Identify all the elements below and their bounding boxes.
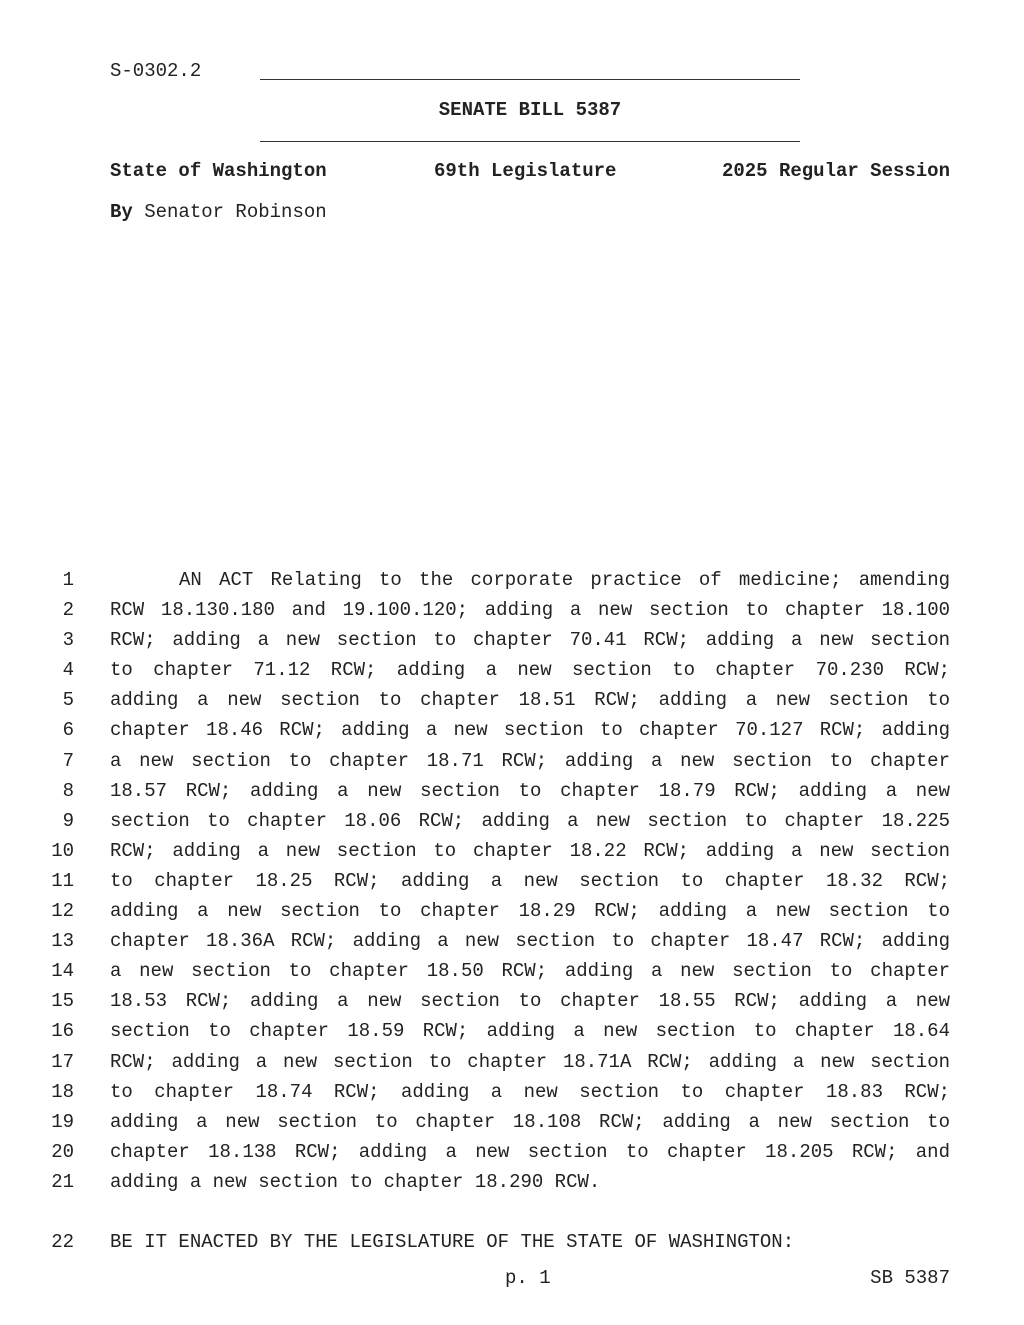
line-number: 22 xyxy=(51,1231,74,1253)
line-text: RCW; adding a new section to chapter 18.22 RCW; adding a new section xyxy=(110,839,950,862)
text-line xyxy=(0,1080,1024,1110)
line-number: 15 xyxy=(51,990,74,1013)
line-text: 18.53 RCW; adding a new section to chapter 18.55 RCW; adding a new xyxy=(110,990,950,1013)
bill-body xyxy=(0,568,1024,1200)
text-line xyxy=(0,959,1024,989)
line-number: 13 xyxy=(51,930,74,953)
line-number: 10 xyxy=(51,839,74,862)
line-text: a new section to chapter 18.71 RCW; adding a new section to chapter xyxy=(110,749,950,772)
text-line xyxy=(0,628,1024,658)
line-number: 4 xyxy=(62,659,74,682)
line-number: 17 xyxy=(51,1050,74,1073)
text-line xyxy=(0,1050,1024,1080)
line-number: 14 xyxy=(51,960,74,983)
line-number: 7 xyxy=(62,749,74,772)
line-number: 6 xyxy=(62,719,74,742)
legislature: 69th Legislature xyxy=(434,160,617,182)
text-line xyxy=(0,899,1024,929)
line-text: adding a new section to chapter 18.29 RCW; adding a new section to xyxy=(110,900,950,923)
line-number: 1 xyxy=(62,569,74,591)
session: 2025 Regular Session xyxy=(721,160,950,182)
state-name: State of Washington xyxy=(110,160,327,182)
line-number: 16 xyxy=(51,1020,74,1043)
text-line xyxy=(0,718,1024,748)
line-text: section to chapter 18.59 RCW; adding a new section to chapter 18.64 xyxy=(110,1020,950,1043)
document-id: S-0302.2 xyxy=(110,60,202,82)
footer-bill-id: SB 5387 xyxy=(870,1267,950,1289)
line-text: 18.57 RCW; adding a new section to chapter 18.79 RCW; adding a new xyxy=(110,779,950,802)
line-number: 5 xyxy=(62,689,74,712)
text-line xyxy=(0,1170,1024,1200)
bill-title: SENATE BILL 5387 xyxy=(438,99,622,121)
text-line xyxy=(0,658,1024,688)
line-text: adding a new section to chapter 18.51 RCW; adding a new section to xyxy=(110,689,950,712)
text-line xyxy=(0,839,1024,869)
line-text: adding a new section to chapter 18.290 RCW. xyxy=(110,1170,601,1193)
line-text: chapter 18.138 RCW; adding a new section to chapter 18.205 RCW; and xyxy=(110,1140,950,1163)
text-line xyxy=(0,568,1024,598)
line-text: to chapter 18.25 RCW; adding a new section to chapter 18.32 RCW; xyxy=(110,869,950,892)
line-number: 9 xyxy=(62,809,74,832)
line-text: a new section to chapter 18.50 RCW; adding a new section to chapter xyxy=(110,960,950,983)
text-line xyxy=(0,809,1024,839)
by-label: By xyxy=(110,201,133,223)
line-text: AN ACT Relating to the corporate practice of medicine; amending xyxy=(110,569,950,591)
line-text: to chapter 71.12 RCW; adding a new section to chapter 70.230 RCW; xyxy=(110,659,950,682)
sponsor-name: Senator Robinson xyxy=(144,201,327,223)
line-text: RCW 18.130.180 and 19.100.120; adding a new section to chapter 18.100 xyxy=(110,599,950,622)
title-rule-bottom xyxy=(260,141,800,142)
line-text: chapter 18.46 RCW; adding a new section to chapter 70.127 RCW; adding xyxy=(110,719,950,742)
text-line xyxy=(0,688,1024,718)
line-text: to chapter 18.74 RCW; adding a new section to chapter 18.83 RCW; xyxy=(110,1080,950,1103)
line-text: chapter 18.36A RCW; adding a new section to chapter 18.47 RCW; adding xyxy=(110,930,950,953)
text-line xyxy=(0,929,1024,959)
line-number: 12 xyxy=(51,900,74,923)
line-number: 11 xyxy=(51,869,74,892)
text-line xyxy=(0,989,1024,1019)
line-number: 2 xyxy=(62,599,74,622)
line-text: RCW; adding a new section to chapter 70.41 RCW; adding a new section xyxy=(110,629,950,652)
line-text: RCW; adding a new section to chapter 18.71A RCW; adding a new section xyxy=(110,1050,950,1073)
enacting-clause-text: BE IT ENACTED BY THE LEGISLATURE OF THE STATE OF WASHINGTON: xyxy=(110,1231,795,1253)
line-number: 3 xyxy=(62,629,74,652)
line-text: section to chapter 18.06 RCW; adding a new section to chapter 18.225 xyxy=(110,809,950,832)
line-number: 8 xyxy=(62,779,74,802)
page-number: p. 1 xyxy=(505,1267,551,1289)
line-number: 19 xyxy=(51,1110,74,1133)
text-line xyxy=(0,779,1024,809)
text-line xyxy=(0,1140,1024,1170)
text-line xyxy=(0,869,1024,899)
text-line xyxy=(0,749,1024,779)
line-number: 20 xyxy=(51,1140,74,1163)
line-text: adding a new section to chapter 18.108 RCW; adding a new section to xyxy=(110,1110,950,1133)
line-number: 21 xyxy=(51,1170,74,1193)
text-line xyxy=(0,1110,1024,1140)
line-number: 18 xyxy=(51,1080,74,1103)
sponsor-line xyxy=(110,201,327,223)
text-line xyxy=(0,598,1024,628)
text-line xyxy=(0,1019,1024,1049)
title-rule-top xyxy=(260,79,800,80)
